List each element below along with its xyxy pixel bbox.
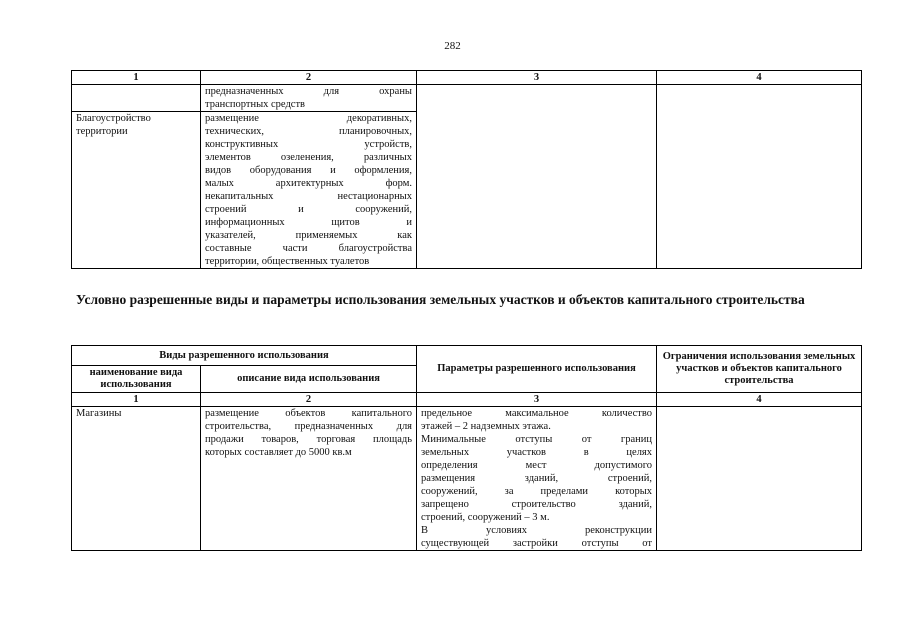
column-number-2: 2 [201, 393, 417, 407]
table-header-row [72, 346, 862, 366]
table-row [72, 407, 862, 551]
use-name-cell [72, 85, 201, 112]
use-description-cell: размещение объектов капитального строительства, предназначенных для продажи товаров, торговая площадь которых составляет до 5000 кв.м [201, 407, 417, 551]
parameters-cell: предельное максимальное количество этажей – 2 надземных этажа. Минимальные отступы от границ земельных участков в целях определения мест допустимого размещения зданий, строений, сооружений, за пределами которых запрещено строительство зданий, строений, сооружений – 3 м. В условиях реконструкции существующей застройки отступы от [417, 407, 657, 551]
section-heading: Условно разрешенные виды и параметры использования земельных участков и объектов капитального строительства [76, 292, 805, 307]
use-description-cell: предназначенных для охраны транспортных средств [201, 85, 417, 112]
header-use-description: описание вида использования [201, 366, 417, 393]
use-description-cell: размещение декоративных, технических, планировочных, конструктивных устройств, элементов озеленения, различных видов оборудования и оформления, малых архитектурных форм. некапитальных нестационарных строений и сооружений, информационных щитов и указателей, применяемых как составные части благоустройства территории, общественных туалетов [201, 112, 417, 269]
column-number-1: 1 [72, 71, 201, 85]
column-number-3: 3 [417, 71, 657, 85]
parameters-cell [417, 85, 657, 269]
land-use-table-continued [71, 70, 862, 269]
limitations-cell [657, 407, 862, 551]
column-number-row [72, 71, 862, 85]
table-row [72, 85, 862, 112]
header-use-types: Виды разрешенного использования [72, 346, 417, 366]
use-name-cell: Магазины [72, 407, 201, 551]
column-number-4: 4 [657, 393, 862, 407]
column-number-1: 1 [72, 393, 201, 407]
header-parameters: Параметры разрешенного использования [417, 346, 657, 393]
use-name-cell: Благоустройство территории [72, 112, 201, 269]
column-number-row [72, 393, 862, 407]
column-number-2: 2 [201, 71, 417, 85]
column-number-4: 4 [657, 71, 862, 85]
header-limitations: Ограничения использования земельных участков и объектов капитального строительства [657, 346, 862, 393]
limitations-cell [657, 85, 862, 269]
column-number-3: 3 [417, 393, 657, 407]
page-number: 282 [444, 40, 461, 52]
conditional-use-table [71, 345, 862, 551]
header-use-name: наименование вида использования [72, 366, 201, 393]
